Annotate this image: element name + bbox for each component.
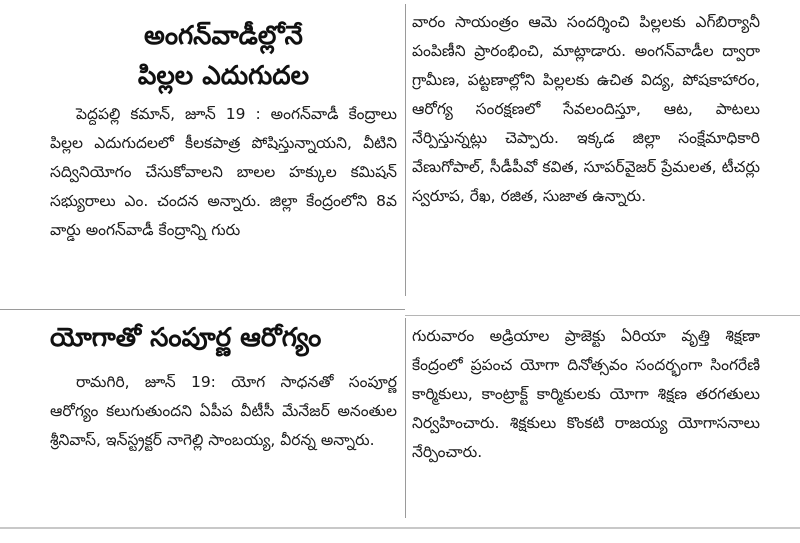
- story2-left-column: [50, 312, 397, 455]
- story1-left-body: పెద్దపల్లి కమాన్, జూన్ 19 : అంగన్‌వాడీ కేంద్రాలు పిల్లల ఎదుగుదలలో కీలకపాత్ర పోషిస్తున్నాయని, వీటిని సద్వినియోగం చేసుకోవాలని బాలల హక్కుల కమిషన్ సభ్యురాలు ఎం. చందన అన్నారు. జిల్లా కేంద్రంలోని 8వ వార్డు అంగన్‌వాడీ కేంద్రాన్ని గురు: [50, 105, 397, 239]
- story2-left-body: రామగిరి, జూన్ 19: యోగ సాధనతో సంపూర్ణ ఆరోగ్యం కలుగుతుందని ఏపీప వీటీసీ మేనేజర్ అనంతుల శ్రీనివాస్, ఇన్‌స్ట్రక్టర్ నాగెల్లి సాంబయ్య, వీరన్న అన్నారు.: [50, 373, 397, 449]
- page-bottom-rule: [0, 527, 800, 529]
- story1-headline-line2: పిల్లల ఎదుగుదల: [137, 61, 310, 91]
- story2-right-column: [412, 322, 760, 467]
- story2-column-divider: [405, 318, 406, 518]
- story2-right-body: గురువారం అడ్రియాల ప్రాజెక్టు ఏరియా వృత్తి శిక్షణా కేంద్రంలో ప్రపంచ యోగా దినోత్సవం సందర్భంగా సింగరేణి కార్మికులు, కాంట్రాక్ట్ కార్మికులకు యోగా శిక్షణ తరగతులు నిర్వహించారు. శిక్షకులు కొంకటి రాజయ్య యోగాసనాలు నేర్పించారు.: [412, 327, 760, 461]
- story1-headline-line1: అంగన్‌వాడీల్లోనే: [144, 21, 303, 51]
- story1-column-divider: [405, 4, 406, 296]
- story1-right-column: [412, 8, 760, 211]
- story-separator-left: [0, 309, 405, 310]
- story1-left-column: [50, 0, 397, 245]
- story-yoga: [0, 312, 800, 517]
- story1-right-body: వారం సాయంత్రం ఆమె సందర్శించి పిల్లలకు ఎగ్‌బిర్యానీ పంపిణీని ప్రారంభించి, మాట్లాడారు. అంగన్‌వాడీల ద్వారా గ్రామీణ, పట్టణాల్లోని పిల్లలకు ఉచిత విద్య, పోషకాహారం, ఆరోగ్య సంరక్షణలో సేవలందిస్తూ, ఆట, పాటలు నేర్పిస్తున్నట్లు చెప్పారు. ఇక్కడ జిల్లా సంక్షేమాధికారి వేణుగోపాల్, సీడీపీవో కవిత, సూపర్‌వైజర్ ప్రేమలత, టీచర్లు స్వరూప, రేఖ, రజిత, సుజాత ఉన్నారు.: [412, 13, 760, 205]
- story2-headline: యోగాతో సంపూర్ణ ఆరోగ్యం: [50, 323, 322, 353]
